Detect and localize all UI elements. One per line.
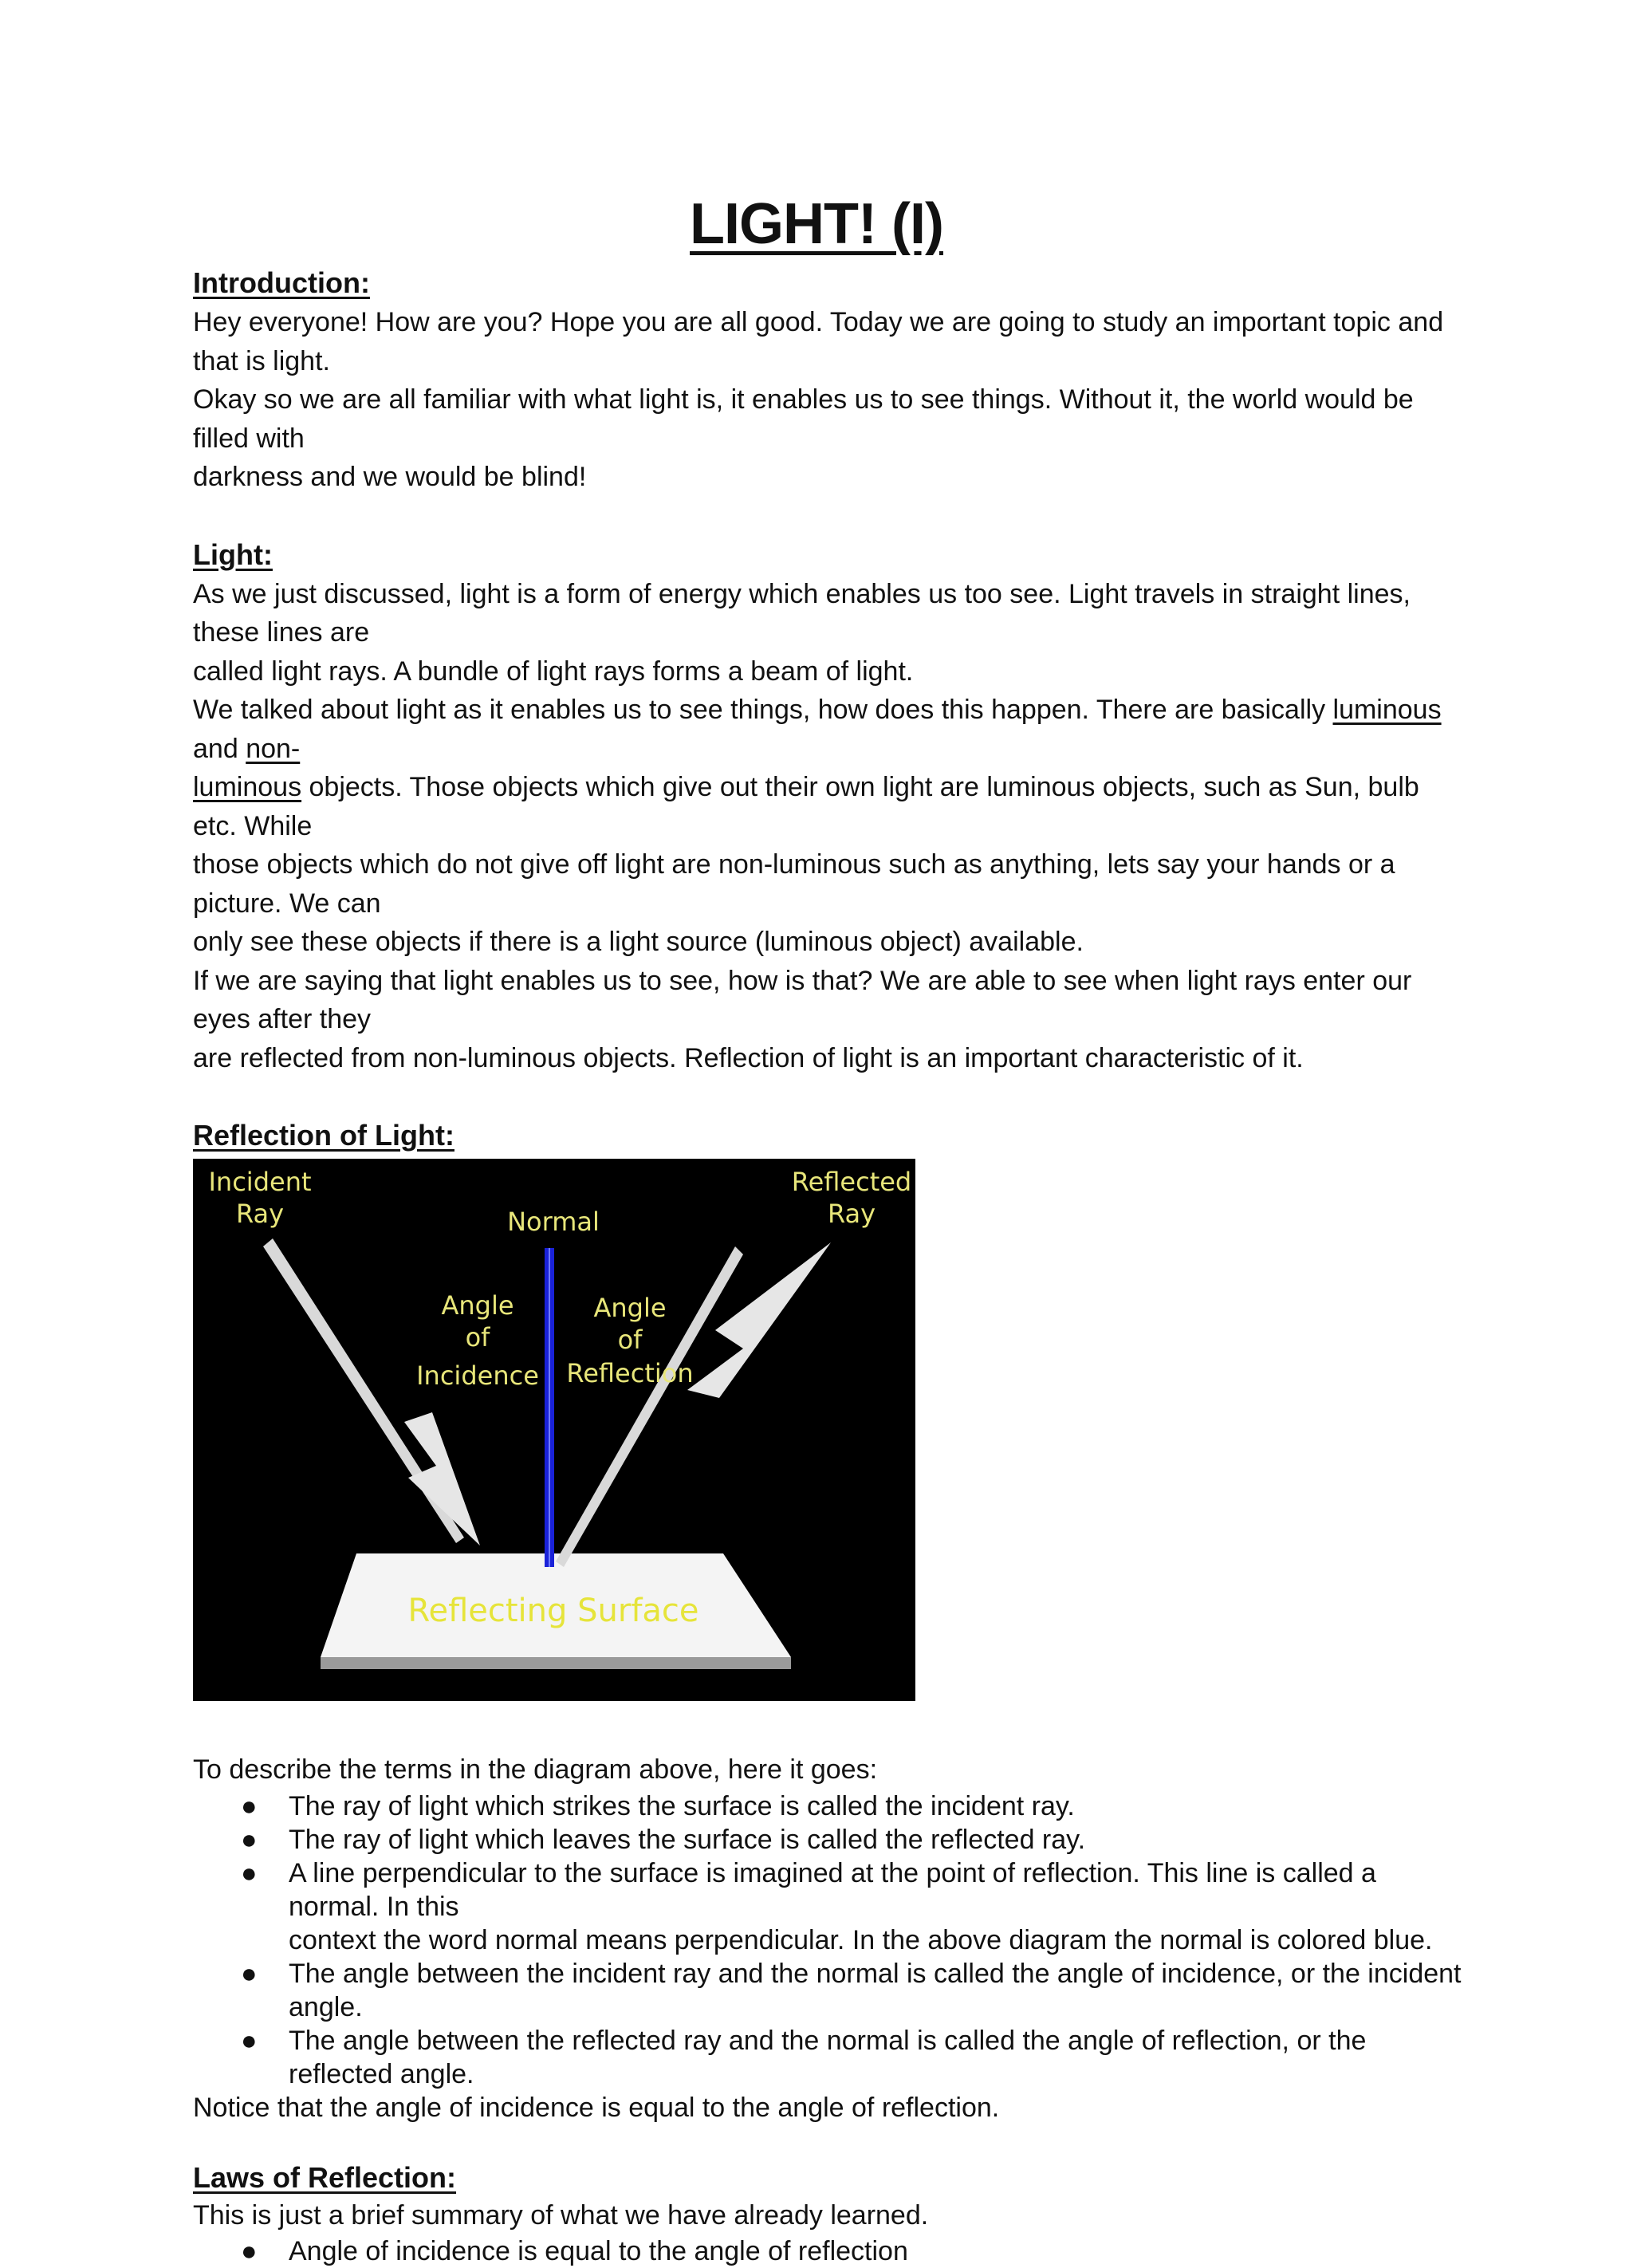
light-line: As we just discussed, light is a form of energy which enables us too see. Light travels in straight lines, these lines are [193, 578, 1411, 648]
document-body [193, 263, 1469, 2268]
angle-of-reflection-label: of [617, 1325, 643, 1355]
bullet-icon: ● [241, 1790, 258, 1821]
bullet-icon: ● [241, 1857, 258, 1888]
list-item: ● A line perpendicular to the surface is imagined at the point of reflection. This line is called a normal. In this context the word normal means perpendicular. In the above diagram the normal is colored blue. [241, 1857, 1433, 1955]
light-line: If we are saying that light enables us to see, how is that? We are able to see when light rays enter our eyes after they [193, 965, 1412, 1034]
light-line: those objects which do not give off light are non-luminous such as anything, lets say your hands or a picture. We can [193, 849, 1395, 919]
bullet-icon: ● [241, 1824, 258, 1855]
list-item: ● The angle between the reflected ray and the normal is called the angle of reflection, or the reflected angle. [241, 2025, 1367, 2089]
intro-line: darkness and we would be blind! [193, 462, 587, 492]
laws-heading: Laws of Reflection: [193, 2160, 457, 2194]
list-item: ● The ray of light which strikes the surface is called the incident ray. [241, 1790, 1075, 1821]
reflection-diagram [193, 1159, 915, 1701]
describe-intro: To describe the terms in the diagram above, here it goes: [193, 1754, 878, 1785]
luminous-term: luminous [1332, 695, 1442, 725]
reflecting-surface-label: Reflecting Surface [407, 1593, 699, 1629]
light-line: called light rays. A bundle of light rays forms a beam of light. [193, 656, 914, 687]
laws-list [193, 2235, 1469, 2268]
reflection-heading: Reflection of Light: [193, 1119, 454, 1152]
terms-list [193, 1790, 1469, 2091]
bullet-icon: ● [241, 1958, 258, 1989]
page-title: LIGHT! (I) [690, 192, 943, 256]
bullet-icon: ● [241, 2236, 258, 2266]
text-span: and [193, 733, 246, 764]
notice-text: Notice that the angle of incidence is equal to the angle of reflection. [193, 2092, 1000, 2123]
intro-line: Okay so we are all familiar with what light is, it enables us to see things. Without it, the world would be filled with [193, 384, 1414, 454]
light-line [193, 768, 1469, 845]
reflected-ray-label: Ray [827, 1199, 876, 1229]
incident-ray-label: Incident [208, 1167, 312, 1197]
angle-of-reflection-label: Reflection [566, 1358, 694, 1388]
angle-of-reflection-label: Angle [593, 1293, 667, 1323]
non-luminous-term-end: luminous [193, 772, 302, 802]
non-luminous-term-start: non- [246, 733, 301, 764]
light-line: are reflected from non-luminous objects. Reflection of light is an important characteristic of it. [193, 1042, 1304, 1073]
intro-heading: Introduction: [193, 266, 370, 299]
angle-of-incidence-label: of [465, 1322, 490, 1353]
light-heading: Light: [193, 537, 273, 571]
bullet-icon: ● [241, 2025, 258, 2056]
angle-of-incidence-label: Incidence [416, 1360, 539, 1391]
incident-ray-label: Ray [235, 1199, 285, 1229]
normal-label: Normal [507, 1207, 600, 1237]
laws-summary: This is just a brief summary of what we have already learned. [193, 2199, 929, 2231]
light-line: only see these objects if there is a light source (luminous object) available. [193, 927, 1084, 957]
angle-of-incidence-label: Angle [441, 1290, 514, 1321]
reflected-ray-label: Reflected [791, 1167, 912, 1197]
list-item: ● The ray of light which leaves the surface is called the reflected ray. [241, 1824, 1086, 1855]
list-item: ● The angle between the incident ray and the normal is called the angle of incidence, or the incident angle. [241, 1958, 1462, 2022]
light-line [193, 691, 1469, 768]
intro-line: Hey everyone! How are you? Hope you are all good. Today we are going to study an important topic and that is light. [193, 307, 1444, 376]
text-span: We talked about light as it enables us to see things, how does this happen. There are basically [193, 695, 1333, 725]
list-item: ● Angle of incidence is equal to the angle of reflection [241, 2236, 908, 2266]
surface-edge [321, 1657, 791, 1669]
text-span: objects. Those objects which give out their own light are luminous objects, such as Sun, bulb etc. While [193, 772, 1419, 841]
